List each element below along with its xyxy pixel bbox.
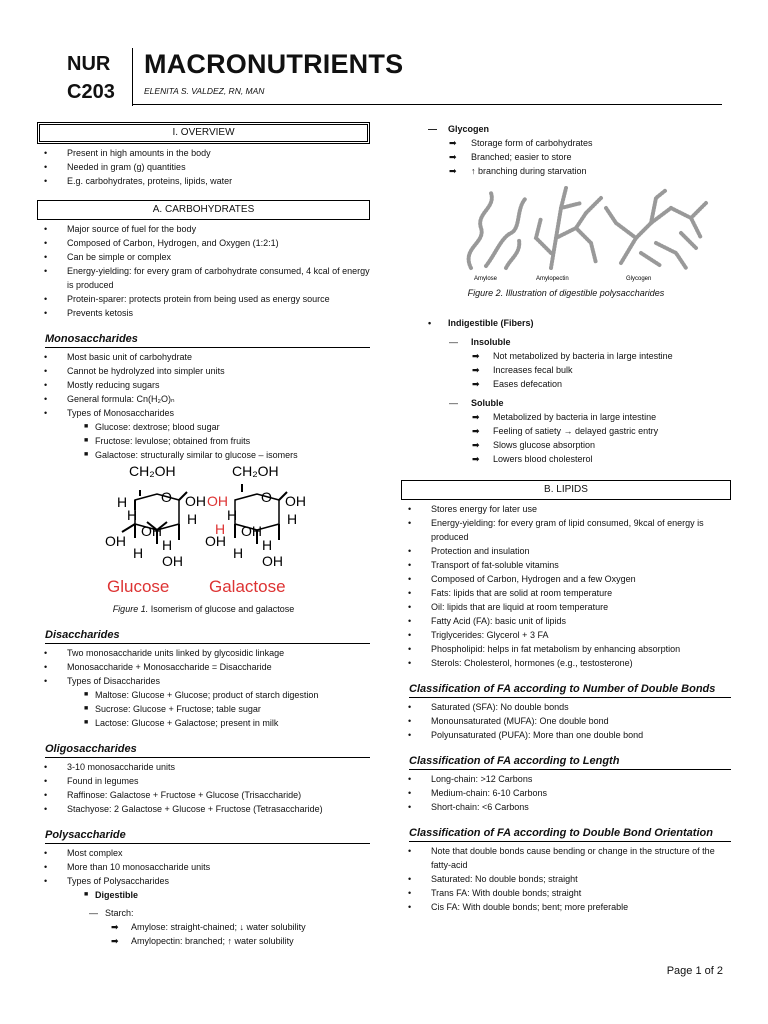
svg-text:OH: OH <box>241 523 262 539</box>
polysaccharide-list <box>37 846 370 948</box>
list-item: • Saturated (SFA): No double bonds <box>408 702 569 712</box>
list-item: • Indigestible (Fibers) <box>428 318 534 328</box>
oligosaccharides-list <box>37 760 370 816</box>
svg-text:H: H <box>187 511 198 527</box>
svg-text:H: H <box>127 507 138 523</box>
list-item: • Stachyose: 2 Galactose + Glucose + Fructose (Tetrasaccharide) <box>44 804 323 814</box>
svg-text:H: H <box>233 545 244 561</box>
list-item: ■ Galactose: structurally similar to glucose – isomers <box>84 450 298 460</box>
fa-length-heading: Classification of FA according to Length <box>409 754 731 770</box>
overview-list <box>37 146 370 188</box>
list-item: • Cis FA: With double bonds; bent; more preferable <box>408 902 629 912</box>
polysaccharide-illustration <box>401 178 731 284</box>
svg-text:OH: OH <box>185 493 206 509</box>
list-item: • Note that double bonds cause bending or change in the structure of the fatty-acid <box>408 846 715 870</box>
course-code-line2: C203 <box>67 81 115 103</box>
list-item: • Found in legumes <box>44 776 139 786</box>
list-item: ■ Digestible <box>84 890 139 900</box>
list-item: • Fats: lipids that are solid at room temperature <box>408 588 613 598</box>
svg-text:CH₂OH: CH₂OH <box>129 463 176 479</box>
lipids-list <box>401 502 731 670</box>
list-item: ➡ Increases fecal bulk <box>472 365 573 375</box>
author: ELENITA S. VALDEZ, RN, MAN <box>144 86 265 96</box>
list-item: • Polyunsaturated (PUFA): More than one double bond <box>408 730 644 740</box>
list-item: • Oil: lipids that are liquid at room temperature <box>408 602 609 612</box>
list-item: • General formula: Cn(H₂O)ₙ <box>44 394 175 404</box>
monosaccharides-list <box>37 350 370 462</box>
list-item: • Cannot be hydrolyzed into simpler units <box>44 366 225 376</box>
glucose-galactose-structures <box>37 462 370 600</box>
list-item: • Two monosaccharide units linked by glycosidic linkage <box>44 648 285 658</box>
list-item: • Triglycerides: Glycerol + 3 FA <box>408 630 549 640</box>
figure-2-caption: Figure 2. Illustration of digestible polysaccharides <box>467 288 665 298</box>
svg-text:H: H <box>262 537 273 553</box>
list-item: ■ Lactose: Glucose + Galactose; present in milk <box>84 718 279 728</box>
list-item: ➡ Lowers blood cholesterol <box>472 454 593 464</box>
galactose-labels <box>205 463 306 569</box>
svg-text:H: H <box>287 511 298 527</box>
svg-text:CH₂OH: CH₂OH <box>232 463 279 479</box>
list-item: • Needed in gram (g) quantities <box>44 162 186 172</box>
list-item: — Starch: <box>89 908 134 918</box>
list-item: • Short-chain: <6 Carbons <box>408 802 529 812</box>
header-divider <box>132 48 133 106</box>
list-item: • Major source of fuel for the body <box>44 224 197 234</box>
carbohydrates-heading: A. CARBOHYDRATES <box>37 200 370 220</box>
list-item: — Insoluble <box>449 337 511 347</box>
galactose-label: Galactose <box>209 577 286 596</box>
page-title: MACRONUTRIENTS <box>144 49 404 79</box>
left-column <box>37 122 370 948</box>
list-item: • Monounsaturated (MUFA): One double bond <box>408 716 609 726</box>
list-item: ➡ Amylopectin: branched; ↑ water solubility <box>111 936 294 946</box>
svg-text:OH: OH <box>262 553 283 569</box>
fa-length-list <box>401 772 731 814</box>
list-item: ■ Fructose: levulose; obtained from fruits <box>84 436 251 446</box>
list-item: • More than 10 monosaccharide units <box>44 862 211 872</box>
list-item: ➡ ↑ branching during starvation <box>449 166 587 176</box>
svg-text:OH: OH <box>285 493 306 509</box>
list-item: ■ Sucrose: Glucose + Fructose; table sugar <box>84 704 261 714</box>
list-item: — Soluble <box>449 398 504 408</box>
disaccharides-list <box>37 646 370 730</box>
glycogen-label: Glycogen <box>626 276 652 282</box>
svg-text:H: H <box>133 545 144 561</box>
svg-text:OH: OH <box>141 523 162 539</box>
svg-text:H: H <box>162 537 173 553</box>
amylopectin-label: Amylopectin <box>536 276 569 282</box>
list-item: • Stores energy for later use <box>408 504 538 514</box>
course-code-line1: NUR <box>67 53 111 75</box>
glucose-label: Glucose <box>107 577 170 596</box>
list-item: • Trans FA: With double bonds; straight <box>408 888 582 898</box>
course-code <box>67 50 115 106</box>
list-item: • Composed of Carbon, Hydrogen and a few Oxygen <box>408 574 636 584</box>
svg-text:H: H <box>117 494 128 510</box>
list-item: • Composed of Carbon, Hydrogen, and Oxygen (1:2:1) <box>44 238 279 248</box>
list-item: • Most complex <box>44 848 123 858</box>
right-column <box>401 122 731 914</box>
figure-polysaccharides <box>401 178 731 284</box>
lipids-heading: B. LIPIDS <box>401 480 731 500</box>
svg-text:O: O <box>261 489 272 505</box>
svg-text:OH: OH <box>105 533 126 549</box>
svg-text:H: H <box>215 521 226 537</box>
overview-heading: I. OVERVIEW <box>37 122 370 144</box>
list-item: ➡ Branched; easier to store <box>449 152 572 162</box>
amylose-chains <box>469 193 526 268</box>
list-item: • Fatty Acid (FA): basic unit of lipids <box>408 616 567 626</box>
list-item: • Can be simple or complex <box>44 252 172 262</box>
list-item: ➡ Eases defecation <box>472 379 563 389</box>
amylose-label: Amylose <box>474 276 498 282</box>
list-item: ■ Maltose: Glucose + Glucose; product of starch digestion <box>84 690 319 700</box>
svg-text:OH: OH <box>162 553 183 569</box>
list-item: • Monosaccharide + Monosaccharide = Disaccharide <box>44 662 272 672</box>
polysaccharide-heading: Polysaccharide <box>45 828 370 844</box>
list-item: ■ Glucose: dextrose; blood sugar <box>84 422 220 432</box>
list-item: • Raffinose: Galactose + Fructose + Glucose (Trisaccharide) <box>44 790 302 800</box>
figure-1-caption: Figure 1. Isomerism of glucose and galactose <box>112 604 295 614</box>
list-item: ➡ Metabolized by bacteria in large intestine <box>472 412 657 422</box>
list-item: ➡ Not metabolized by bacteria in large intestine <box>472 351 673 361</box>
list-item: • Protection and insulation <box>408 546 530 556</box>
glucose-labels <box>105 463 206 569</box>
monosaccharides-heading: Monosaccharides <box>45 332 370 348</box>
page-number: Page 1 of 2 <box>666 965 723 977</box>
list-item: • Transport of fat-soluble vitamins <box>408 560 559 570</box>
list-item: • Present in high amounts in the body <box>44 148 211 158</box>
fa-double-bonds-list <box>401 700 731 742</box>
list-item: • E.g. carbohydrates, proteins, lipids, water <box>44 176 233 186</box>
glycogen-branches <box>606 190 706 268</box>
fa-double-bonds-heading: Classification of FA according to Number of Double Bonds <box>409 682 731 698</box>
list-item: • Phospholipid: helps in fat metabolism by enhancing absorption <box>408 644 681 654</box>
amylopectin-branches <box>536 188 601 268</box>
fa-orientation-list <box>401 844 731 914</box>
svg-text:OH: OH <box>205 533 226 549</box>
list-item: • Saturated: No double bonds; straight <box>408 874 578 884</box>
list-item: • Sterols: Cholesterol, hormones (e.g., testosterone) <box>408 658 633 668</box>
list-item: • Prevents ketosis <box>44 308 134 318</box>
list-item: • Protein-sparer: protects protein from being used as energy source <box>44 294 330 304</box>
list-item: • Mostly reducing sugars <box>44 380 160 390</box>
list-item: • Energy-yielding: for every gram of lipid consumed, 9kcal of energy is produced <box>408 518 704 542</box>
list-item: • Most basic unit of carbohydrate <box>44 352 193 362</box>
svg-text:H: H <box>227 507 238 523</box>
document-header <box>63 48 723 106</box>
fibers-list <box>401 316 731 466</box>
disaccharides-heading: Disaccharides <box>45 628 370 644</box>
svg-text:O: O <box>161 489 172 505</box>
list-item: ➡ Storage form of carbohydrates <box>449 138 593 148</box>
fa-orientation-heading: Classification of FA according to Double Bond Orientation <box>409 826 731 842</box>
carbohydrates-list <box>37 222 370 320</box>
list-item: • Types of Polysaccharides <box>44 876 170 886</box>
svg-text:OH: OH <box>207 493 228 509</box>
list-item: • Types of Monosaccharides <box>44 408 175 418</box>
figure-glucose-galactose <box>37 462 370 600</box>
list-item: • 3-10 monosaccharide units <box>44 762 176 772</box>
list-item: • Energy-yielding: for every gram of carbohydrate consumed, 4 kcal of energy is produced <box>44 266 370 290</box>
oligosaccharides-heading: Oligosaccharides <box>45 742 370 758</box>
list-item: • Medium-chain: 6-10 Carbons <box>408 788 548 798</box>
header-rule <box>132 104 722 105</box>
list-item: — Glycogen <box>428 124 490 134</box>
list-item: • Types of Disaccharides <box>44 676 161 686</box>
list-item: ➡ Feeling of satiety → delayed gastric entry <box>472 426 659 436</box>
glycogen-list <box>401 122 731 178</box>
list-item: ➡ Amylose: straight-chained; ↓ water solubility <box>111 922 306 932</box>
list-item: ➡ Slows glucose absorption <box>472 440 596 450</box>
list-item: • Long-chain: >12 Carbons <box>408 774 533 784</box>
